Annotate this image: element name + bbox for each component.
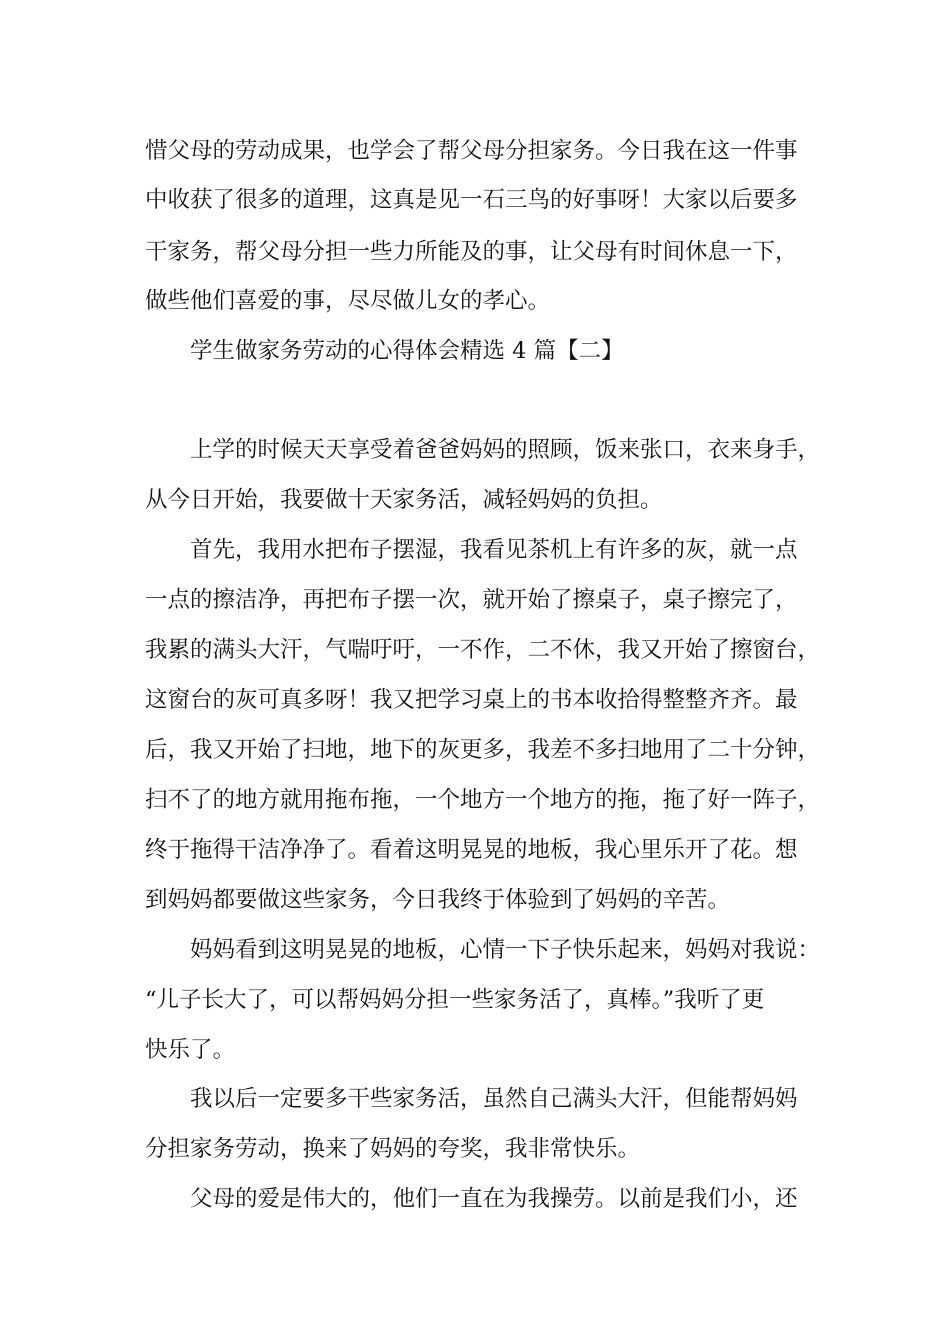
text-line: 我以后一定要多干些家务活，虽然自己满头大汗，但能帮妈妈 (190, 1086, 798, 1112)
text-line: 做些他们喜爱的事，尽尽做儿女的孝心。 (145, 288, 551, 314)
text-line: “儿子长大了，可以帮妈妈分担一些家务活了，真棒。”我听了更 (145, 987, 765, 1013)
text-line: 上学的时候天天享受着爸爸妈妈的照顾，饭来张口，衣来身手， (190, 437, 821, 463)
text-line: 扫不了的地方就用拖布拖，一个地方一个地方的拖，拖了好一阵子， (145, 787, 821, 813)
text-line: 从今日开始，我要做十天家务活，减轻妈妈的负担。 (145, 487, 663, 513)
text-line: 到妈妈都要做这些家务，今日我终于体验到了妈妈的辛苦。 (145, 887, 731, 913)
text-line: 首先，我用水把布子摆湿，我看见茶机上有许多的灰，就一点 (190, 537, 798, 563)
text-line: 这窗台的灰可真多呀！我又把学习桌上的书本收拾得整整齐齐。最 (145, 687, 798, 713)
text-line: 惜父母的劳动成果，也学会了帮父母分担家务。今日我在这一件事 (145, 138, 798, 164)
text-line: 快乐了。 (145, 1037, 236, 1063)
text-line: 分担家务劳动，换来了妈妈的夸奖，我非常快乐。 (145, 1136, 641, 1162)
text-line: 妈妈看到这明晃晃的地板，心情一下子快乐起来，妈妈对我说： (190, 937, 821, 963)
section-heading: 学生做家务劳动的心得体会精选 4 篇【二】 (190, 338, 624, 364)
text-line: 后，我又开始了扫地，地下的灰更多，我差不多扫地用了二十分钟， (145, 737, 821, 763)
text-line: 一点的擦洁净，再把布子摆一次，就开始了擦桌子，桌子擦完了， (145, 587, 798, 613)
text-line: 中收获了很多的道理，这真是见一石三鸟的好事呀！大家以后要多 (145, 187, 798, 213)
text-line: 父母的爱是伟大的，他们一直在为我操劳。以前是我们小，还 (190, 1186, 798, 1212)
text-line: 终于拖得干洁净净了。看着这明晃晃的地板，我心里乐开了花。想 (145, 837, 798, 863)
text-line: 干家务，帮父母分担一些力所能及的事，让父母有时间休息一下， (145, 239, 798, 265)
text-line: 我累的满头大汗，气喘吁吁，一不作，二不休，我又开始了擦窗台， (145, 637, 821, 663)
